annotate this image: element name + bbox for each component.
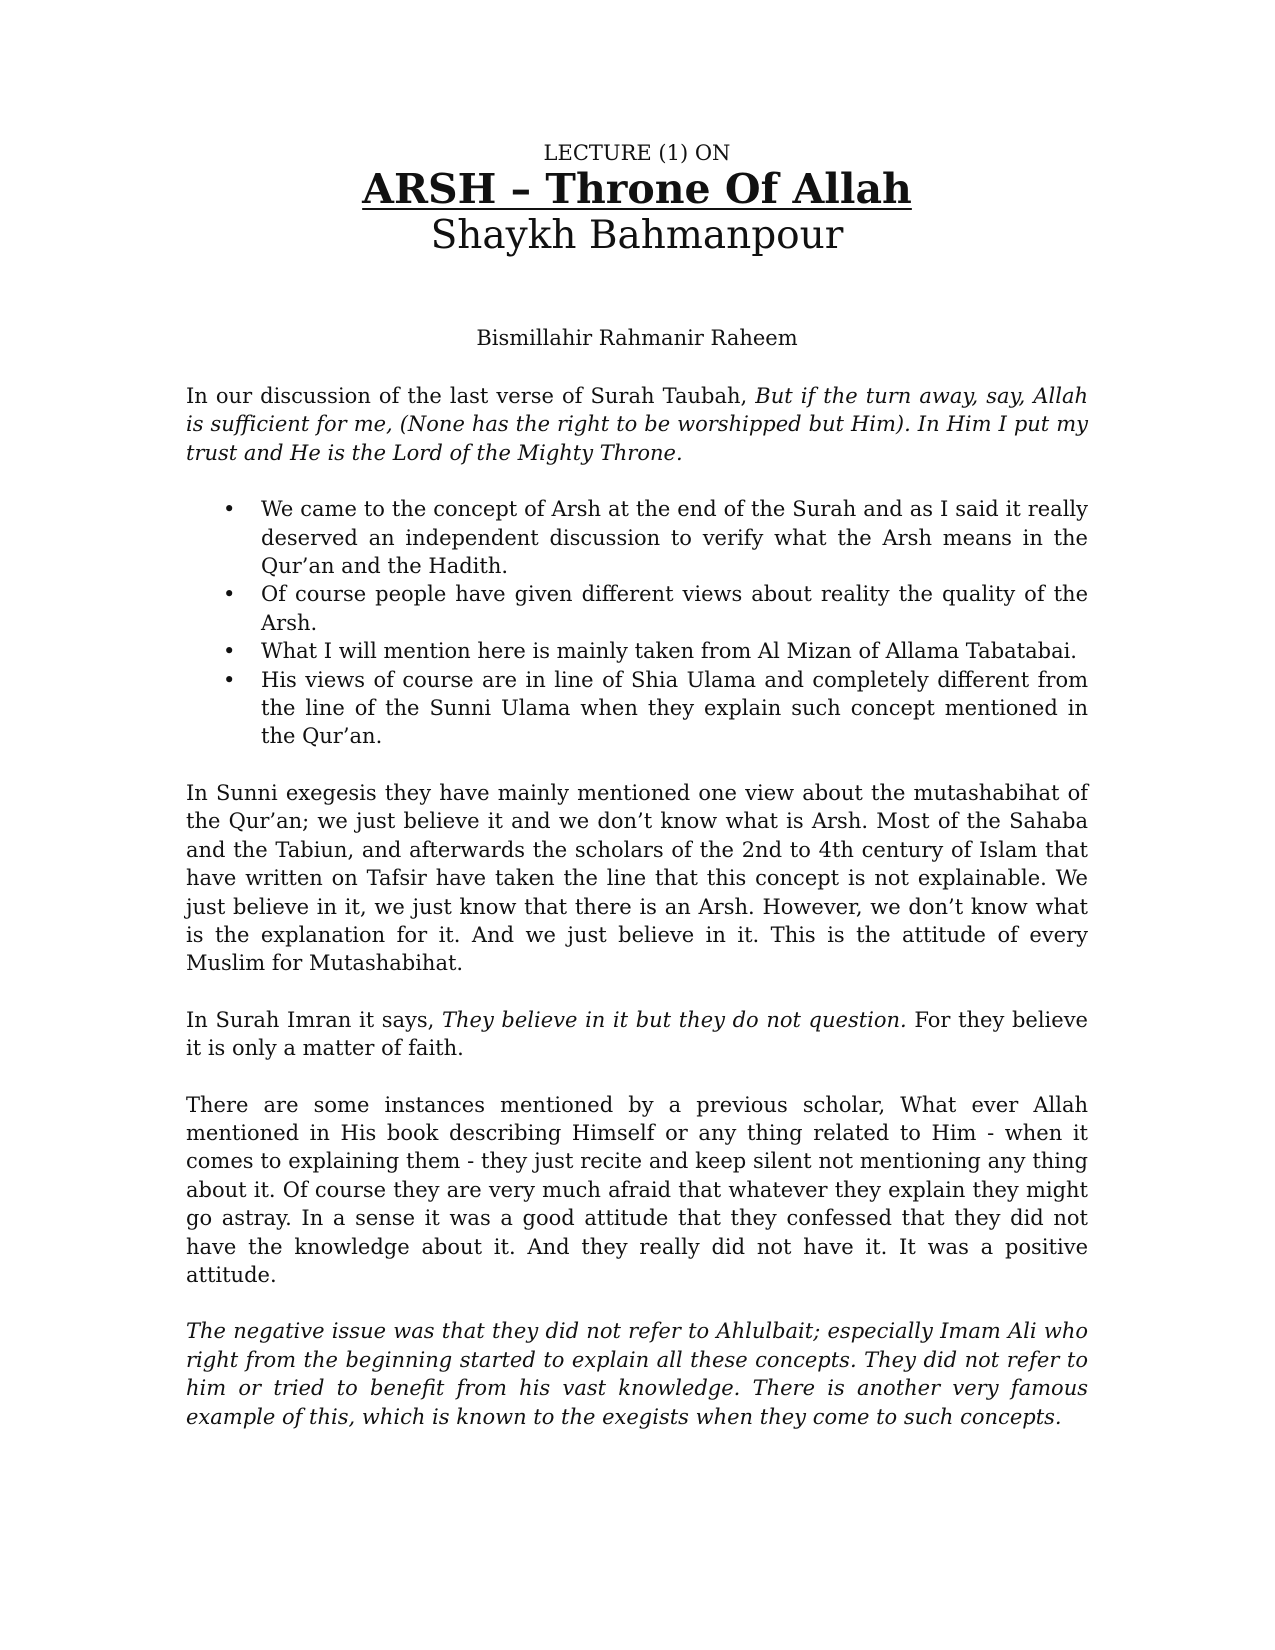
document-header xyxy=(186,140,1088,260)
bullet-icon: • xyxy=(223,582,236,607)
bullet-icon: • xyxy=(223,667,236,692)
lecture-line: LECTURE (1) ON xyxy=(543,141,731,165)
bismillah-line: Bismillahir Rahmanir Raheem xyxy=(476,326,798,350)
list-item xyxy=(186,637,1088,665)
bullet-icon: • xyxy=(223,497,236,522)
sunni-exegesis-paragraph: In Sunni exegesis they have mainly mentioned one view about the mutashabihat of the Qur’an; we just believe it and we don’t know what is Arsh. Most of the Sahaba and the Tabiun, and afterwards the scholars of the 2nd to 4th century of Islam that have written on Tafsir have taken the line that this concept is not explainable. We just believe in it, we just know that there is an Arsh. However, we don’t know what is the explanation for it. And we just believe in it. This is the attitude of every Muslim for Mutashabihat. xyxy=(186,780,1088,976)
document-title: ARSH – Throne Of Allah xyxy=(362,165,912,213)
instances-paragraph: There are some instances mentioned by a previous scholar, What ever Allah mentioned in His book describing Himself or any thing related to Him - when it comes to explaining them - they just recite and keep silent not mentioning any thing about it. Of course they are very much afraid that whatever they explain they might go astray. In a sense it was a good attitude that they confessed that they did not have the knowledge about it. And they really did not have it. It was a positive attitude. xyxy=(186,1092,1088,1287)
intro-text: In our discussion of the last verse of Surah Taubah, xyxy=(186,384,756,408)
list-item xyxy=(186,580,1088,637)
list-item xyxy=(186,495,1088,580)
intro-paragraph xyxy=(186,382,1088,467)
list-item-text: We came to the concept of Arsh at the end of the Surah and as I said it really deserved an independent discussion to verify what the Arsh means in the Qur’an and the Hadith. xyxy=(261,497,1088,579)
list-item xyxy=(186,666,1088,751)
bullet-list xyxy=(186,495,1088,751)
list-item-text: What I will mention here is mainly taken from Al Mizan of Allama Tabatabai. xyxy=(261,639,1077,664)
negative-issue-paragraph: The negative issue was that they did not refer to Ahlulbait; especially Imam Ali who right from the beginning started to explain all these concepts. They did not refer to him or tried to benefit from his vast knowledge. There is another very famous example of this, which is known to the exegists when they come to such concepts. xyxy=(186,1319,1088,1429)
imran-text-after: For they believe it is only a matter of faith. xyxy=(186,1007,1088,1061)
list-item-text: His views of course are in line of Shia Ulama and completely different from the line of the Sunni Ulama when they explain such concept mentioned in the Qur’an. xyxy=(261,667,1088,749)
document-page xyxy=(186,140,1088,1459)
imran-text-before: In Surah Imran it says, xyxy=(186,1007,442,1032)
intro-verse-quote: But if the turn away, say, Allah is sufficient for me, (None has the right to be worshipped but Him). In Him I put my trust and He is the Lord of the Mighty Throne. xyxy=(186,384,1088,465)
surah-imran-paragraph xyxy=(186,1006,1088,1063)
bullet-icon: • xyxy=(223,639,236,664)
author-name: Shaykh Bahmanpour xyxy=(430,213,844,258)
imran-verse-quote: They believe in it but they do not question. xyxy=(441,1007,907,1032)
list-item-text: Of course people have given different views about reality the quality of the Arsh. xyxy=(261,582,1088,635)
